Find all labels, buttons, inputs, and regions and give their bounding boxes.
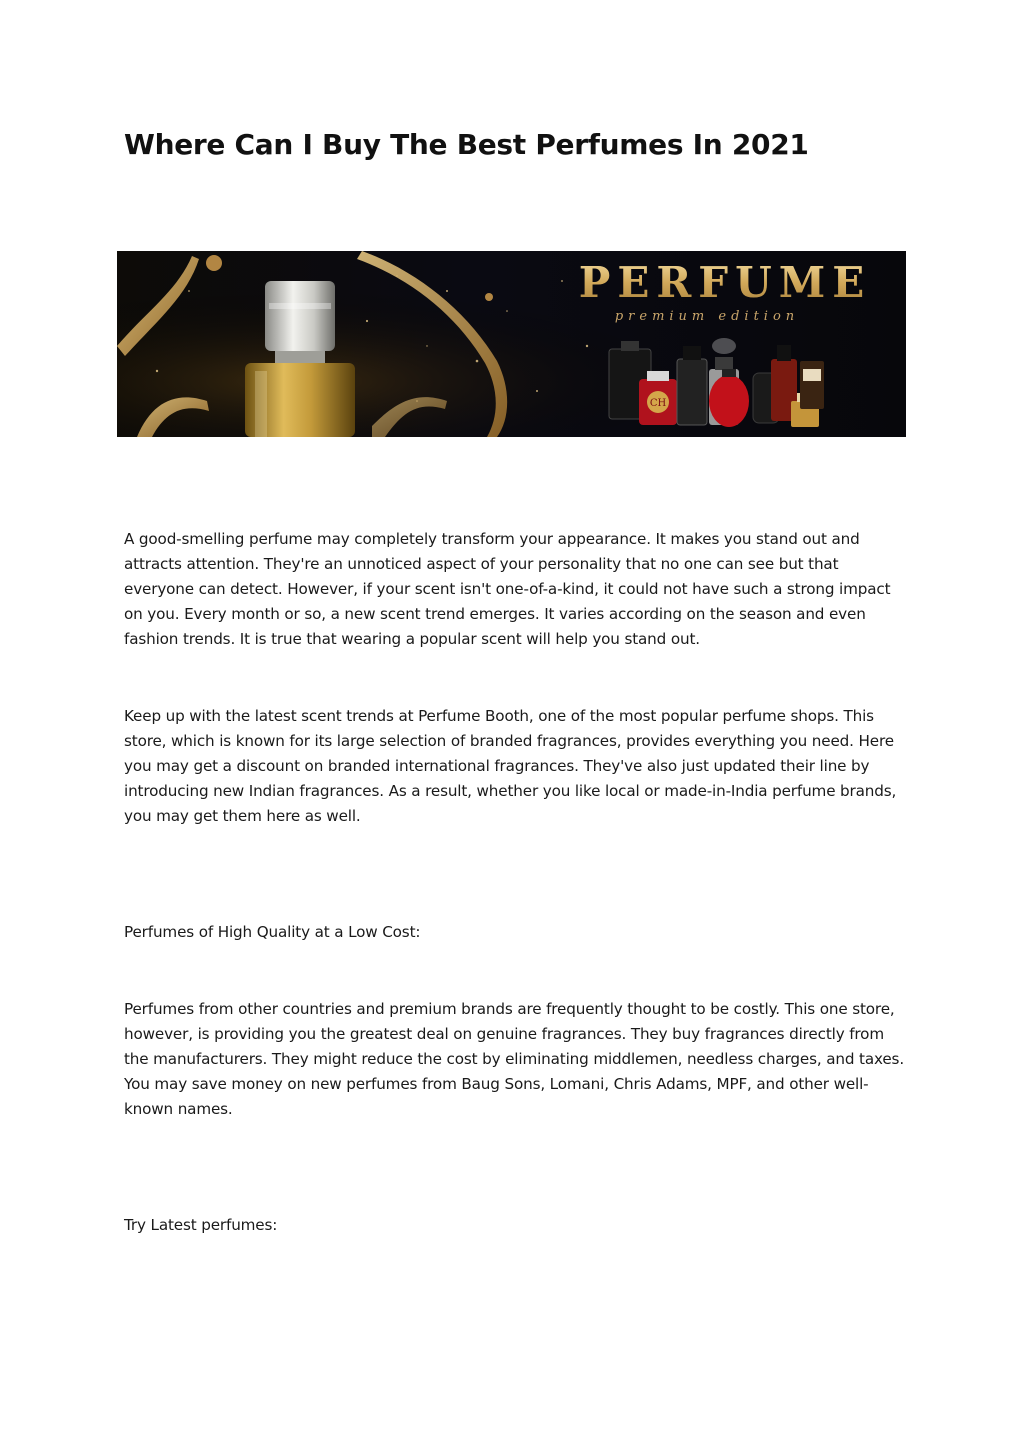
banner-subheading: premium edition bbox=[614, 309, 800, 324]
section-heading-quality: Perfumes of High Quality at a Low Cost: bbox=[124, 923, 421, 941]
page-title: Where Can I Buy The Best Perfumes In 2021 bbox=[124, 128, 809, 161]
paragraph-pricing: Perfumes from other countries and premium brands are frequently thought to be costly. This one store, however, is providing you the greatest deal on genuine fragrances. They buy fragrances directly from the manufacturers. They might reduce the cost by eliminating middlemen, needless charges, and taxes. You may save money on new perfumes from Baug Sons, Lomani, Chris Adams, MPF, and other well-known names. bbox=[124, 1000, 904, 1118]
perfume-banner-image bbox=[117, 251, 906, 437]
paragraph-intro: A good-smelling perfume may completely transform your appearance. It makes you stand out and attracts attention. They're an unnoticed aspect of your personality that no one can see but that everyone can detect. However, if your scent isn't one-of-a-kind, it could not have such a strong impact on you. Every month or so, a new scent trend emerges. It varies according on the season and even fashion trends. It is true that wearing a popular scent will help you stand out. bbox=[124, 530, 891, 648]
banner-heading: PERFUME bbox=[578, 258, 872, 307]
section-heading-latest: Try Latest perfumes: bbox=[124, 1216, 278, 1234]
paragraph-perfume-booth: Keep up with the latest scent trends at Perfume Booth, one of the most popular perfume shops. This store, which is known for its large selection of branded fragrances, provides everything you need. Here you may get a discount on branded international fragrances. They've also just updated their line by introducing new Indian fragrances. As a result, whether you like local or made-in-India perfume brands, you may get them here as well. bbox=[124, 707, 897, 825]
bottle-monogram: CH bbox=[649, 398, 667, 409]
